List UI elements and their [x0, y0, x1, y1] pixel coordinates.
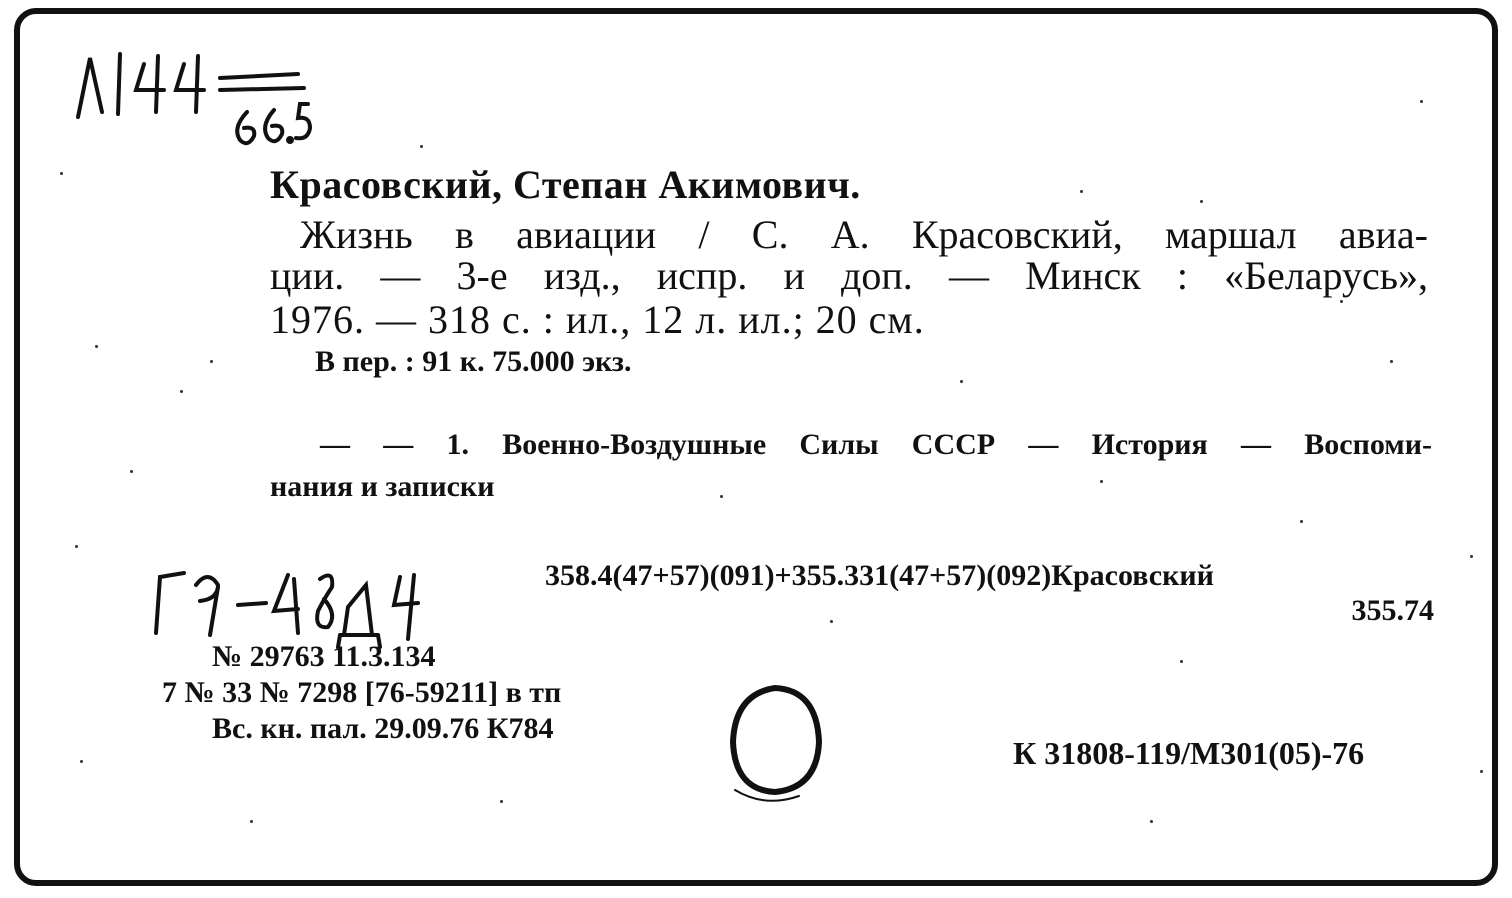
registry-line: Вс. кн. пал. 29.09.76 К784: [212, 712, 554, 745]
author-heading: Красовский, Степан Акимович.: [270, 162, 861, 207]
bbk-classification: 355.74: [1351, 594, 1434, 627]
hand-drawn-circle: [715, 680, 835, 820]
price-line: В пер. : 91 к. 75.000 экз.: [315, 345, 632, 378]
shelf-mark-handwritten: [72, 42, 332, 162]
title-line: 1976. — 318 с. : ил., 12 л. ил.; 20 см.: [270, 297, 925, 342]
catalog-code: К 31808-119/М301(05)-76: [1013, 735, 1365, 771]
number-line: № 29763 11.3.134: [212, 640, 436, 673]
udc-classification: 358.4(47+57)(091)+355.331(47+57)(092)Красовский: [545, 559, 1214, 592]
order-line: 7 № 33 № 7298 [76-59211] в тп: [162, 676, 562, 709]
subject-line: — — 1. Военно-Воздушные Силы СССР — История — Воспоми-: [320, 428, 1432, 461]
title-line: ции. — 3-е изд., испр. и доп. — Минск : «Беларусь»,: [270, 253, 1428, 298]
subject-line: нания и записки: [270, 470, 495, 503]
title-line: Жизнь в авиации / С. А. Красовский, маршал авиа-: [300, 212, 1428, 257]
